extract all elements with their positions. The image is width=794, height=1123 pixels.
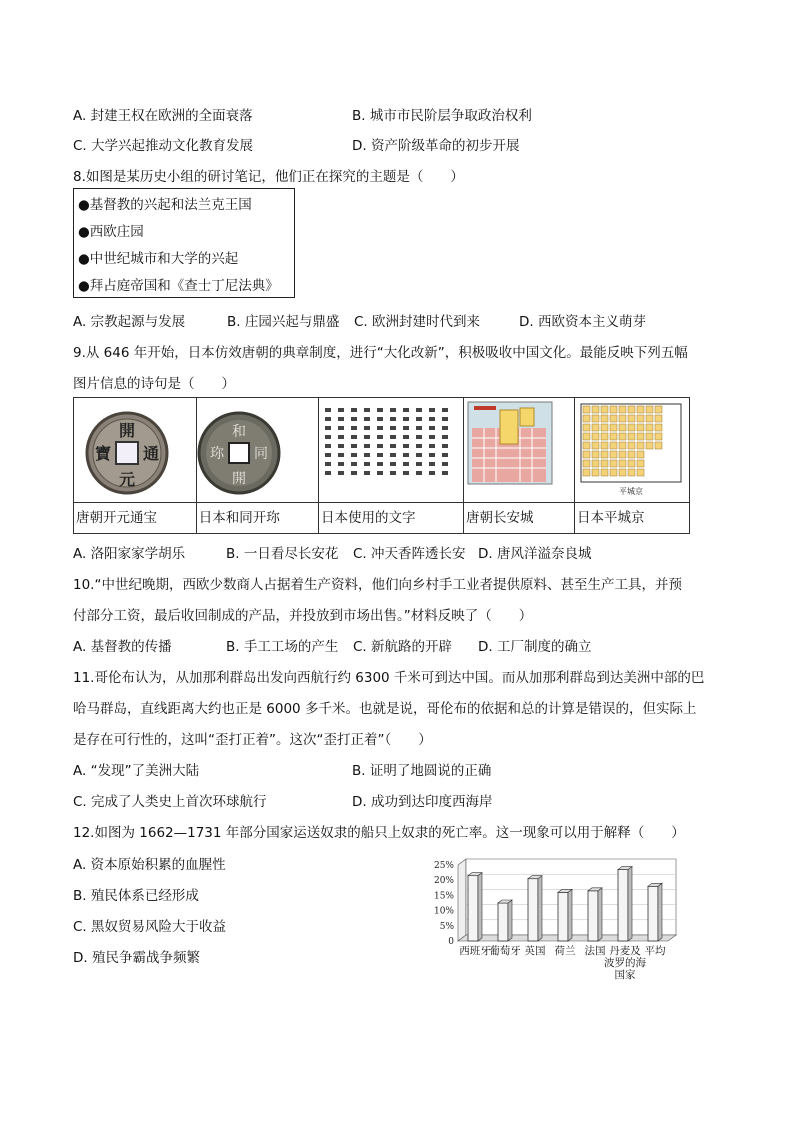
map-block — [628, 469, 635, 476]
y-tick-label: 20% — [433, 876, 454, 887]
kana-glyph — [442, 453, 448, 457]
map-block — [637, 415, 644, 422]
x-tick-label: 荷兰 — [554, 945, 576, 957]
map-block — [628, 415, 635, 422]
y-tick-label: 10% — [433, 906, 454, 917]
q11-option-d[interactable]: D. 成功到达印度西海岸 — [352, 794, 493, 810]
map-block — [619, 460, 626, 467]
kana-glyph — [429, 417, 435, 421]
map-block — [655, 406, 662, 413]
map-block — [583, 469, 590, 476]
map-block — [592, 415, 599, 422]
kana-glyph — [403, 417, 409, 421]
kana-glyph — [390, 426, 396, 430]
map-block — [646, 442, 653, 449]
bar-side — [508, 900, 512, 941]
map-block — [601, 451, 608, 458]
map-block — [637, 460, 644, 467]
x-tick-label: 丹麦及 — [609, 945, 641, 957]
coin-char: 同 — [253, 446, 268, 462]
cell-japanese-script — [318, 398, 463, 534]
bar — [558, 892, 568, 941]
q8-option-a[interactable]: A. 宗教起源与发展 — [73, 314, 186, 330]
map-block — [610, 460, 617, 467]
q8-option-c[interactable]: C. 欧洲封建时代到来 — [354, 314, 481, 330]
map-block — [628, 433, 635, 440]
kana-glyph — [325, 462, 331, 466]
kana-glyph — [364, 462, 370, 466]
kana-glyph — [338, 435, 344, 439]
map-label: 平城京 — [618, 487, 643, 496]
bar — [528, 879, 538, 941]
kana-glyph — [416, 435, 422, 439]
kana-glyph — [416, 444, 422, 448]
kana-glyph — [390, 462, 396, 466]
map-block — [601, 469, 608, 476]
kana-glyph — [416, 426, 422, 430]
map-block — [619, 424, 626, 431]
map-block — [628, 460, 635, 467]
map-block — [646, 406, 653, 413]
note-item: ●拜占庭帝国和《查士丁尼法典》 — [78, 278, 279, 294]
kana-glyph — [416, 462, 422, 466]
kana-glyph — [364, 417, 370, 421]
q7-option-a[interactable]: A. 封建王权在欧洲的全面衰落 — [73, 108, 253, 124]
map-block — [637, 442, 644, 449]
kana-glyph — [338, 462, 344, 466]
kana-glyph — [325, 471, 331, 475]
q12-option-a[interactable]: A. 资本原始积累的血腥性 — [73, 857, 226, 873]
slave-mortality-chart — [420, 855, 690, 985]
cell-heijokyo — [574, 398, 689, 534]
kana-glyph — [338, 471, 344, 475]
kana-glyph — [351, 444, 357, 448]
q9-option-c[interactable]: C. 冲天香阵透长安 — [353, 546, 466, 562]
q10-option-d[interactable]: D. 工厂制度的确立 — [478, 639, 592, 655]
kana-glyph — [442, 408, 448, 412]
y-tick-label: 25% — [433, 861, 454, 871]
map-block — [655, 433, 662, 440]
bar — [468, 876, 478, 941]
map-block — [601, 460, 608, 467]
coin-char: 元 — [118, 470, 136, 489]
kana-glyph — [429, 444, 435, 448]
map-block — [592, 469, 599, 476]
q10-option-c[interactable]: C. 新航路的开辟 — [353, 639, 453, 655]
map-block — [583, 406, 590, 413]
x-tick-label: 平均 — [644, 945, 666, 957]
kana-glyph — [416, 417, 422, 421]
kana-glyph — [351, 435, 357, 439]
map-block — [610, 469, 617, 476]
map-block — [628, 442, 635, 449]
coin-char: 開 — [231, 471, 246, 487]
kana-glyph — [377, 426, 383, 430]
kana-glyph — [325, 426, 331, 430]
q10-stem-line2: 付部分工资，最后收回制成的产品，并投放到市场出售。”材料反映了（ ） — [73, 608, 533, 624]
map-block — [628, 406, 635, 413]
bar-side — [658, 883, 662, 941]
kana-glyph — [325, 435, 331, 439]
changan-map-image — [464, 398, 574, 502]
map-block — [610, 442, 617, 449]
kana-glyph — [442, 444, 448, 448]
map-block — [637, 451, 644, 458]
map-block — [592, 406, 599, 413]
q9-option-a[interactable]: A. 洛阳家家学胡乐 — [73, 546, 186, 562]
kana-glyph — [442, 462, 448, 466]
map-block — [583, 424, 590, 431]
map-block — [610, 415, 617, 422]
kana-glyph — [351, 426, 357, 430]
map-block — [583, 442, 590, 449]
kana-glyph — [351, 453, 357, 457]
map-block — [592, 460, 599, 467]
kana-glyph — [377, 435, 383, 439]
bar — [588, 891, 598, 941]
q8-option-d[interactable]: D. 西欧资本主义萌芽 — [519, 314, 646, 330]
map-block — [610, 424, 617, 431]
kana-glyph — [338, 444, 344, 448]
kana-glyph — [442, 426, 448, 430]
map-block — [646, 424, 653, 431]
q7-option-c[interactable]: C. 大学兴起推动文化教育发展 — [73, 138, 254, 154]
map-block — [592, 433, 599, 440]
note-item: ●基督教的兴起和法兰克王国 — [78, 197, 252, 213]
kana-glyph — [429, 435, 435, 439]
map-block — [601, 406, 608, 413]
kana-glyph — [416, 408, 422, 412]
bar-side — [538, 876, 542, 941]
caption: 唐朝开元通宝 — [74, 502, 196, 533]
map-block — [601, 424, 608, 431]
kana-glyph — [429, 462, 435, 466]
image-table — [73, 397, 690, 534]
q10-option-a[interactable]: A. 基督教的传播 — [73, 639, 172, 655]
map-block — [646, 415, 653, 422]
map-block — [655, 442, 662, 449]
map-block — [583, 433, 590, 440]
chart-side-wall — [458, 859, 466, 941]
note-item: ●西欧庄园 — [78, 224, 144, 240]
q8-stem: 8.如图是某历史小组的研讨笔记，他们正在探究的主题是（ ） — [73, 169, 464, 185]
kana-glyph — [429, 408, 435, 412]
caption: 日本和同开珎 — [197, 502, 318, 533]
y-tick-label: 5% — [439, 921, 454, 932]
kana-glyph — [338, 408, 344, 412]
x-tick-label: 英国 — [524, 945, 546, 957]
coin-char: 寶 — [94, 444, 112, 463]
kana-glyph — [403, 453, 409, 457]
kana-glyph — [403, 444, 409, 448]
map-block — [628, 451, 635, 458]
kana-glyph — [377, 453, 383, 457]
coin-char: 開 — [118, 421, 136, 440]
kana-glyph — [377, 408, 383, 412]
map-block — [655, 415, 662, 422]
kana-glyph — [390, 444, 396, 448]
kana-glyph — [390, 417, 396, 421]
kana-glyph — [338, 453, 344, 457]
map-block — [592, 451, 599, 458]
kana-glyph — [390, 453, 396, 457]
bar — [648, 886, 658, 941]
q11-stem-line2: 哈马群岛，直线距离大约也正是 6000 多千米。也就是说，哥伦布的依据和总的计算是错误的，但实际上 — [73, 701, 697, 717]
map-block — [619, 442, 626, 449]
map-block — [601, 442, 608, 449]
bar-side — [568, 889, 572, 941]
kana-glyph — [364, 444, 370, 448]
coin-char: 通 — [142, 444, 160, 463]
kana-glyph — [325, 444, 331, 448]
kana-glyph — [338, 417, 344, 421]
kana-glyph — [442, 471, 448, 475]
kana-glyph — [364, 471, 370, 475]
bar — [618, 870, 628, 941]
map-block — [637, 424, 644, 431]
map-block — [637, 469, 644, 476]
map-block — [610, 406, 617, 413]
bar-side — [478, 873, 482, 941]
kana-glyph — [416, 471, 422, 475]
q12-option-c[interactable]: C. 黑奴贸易风险大于收益 — [73, 919, 227, 935]
y-tick-label: 15% — [433, 891, 454, 902]
map-block — [619, 406, 626, 413]
map-block — [655, 424, 662, 431]
kana-glyph — [364, 408, 370, 412]
kana-glyph — [338, 426, 344, 430]
caption: 日本平城京 — [575, 502, 689, 533]
kana-glyph — [377, 417, 383, 421]
bar-side — [628, 867, 632, 941]
q10-stem-line1: 10.“中世纪晚期，西欧少数商人占据着生产资料，他们向乡村手工业者提供原料、甚至生产工具，并预 — [73, 577, 682, 593]
q7-option-b[interactable]: B. 城市市民阶层争取政治权利 — [352, 108, 532, 124]
q7-option-d[interactable]: D. 资产阶级革命的初步开展 — [352, 138, 520, 154]
q11-stem-line3: 是存在可行性的，这叫“歪打正着”。这次“歪打正着”（ ） — [73, 732, 432, 748]
kana-glyph — [429, 471, 435, 475]
wadokaiho-coin-image — [197, 398, 318, 502]
x-tick-label: 国家 — [614, 969, 636, 981]
kana-glyph — [442, 435, 448, 439]
kana-table-image — [319, 398, 463, 502]
map-block — [601, 415, 608, 422]
kana-glyph — [377, 471, 383, 475]
kana-glyph — [325, 408, 331, 412]
kana-glyph — [403, 471, 409, 475]
study-notes-box — [73, 188, 295, 298]
map-block — [601, 433, 608, 440]
map-block — [619, 451, 626, 458]
kana-glyph — [364, 435, 370, 439]
kaiyuan-coin-image — [74, 398, 196, 502]
q11-option-a[interactable]: A. “发现”了美洲大陆 — [73, 763, 200, 779]
kana-glyph — [390, 408, 396, 412]
q10-option-b[interactable]: B. 手工工场的产生 — [226, 639, 339, 655]
q11-stem-line1: 11.哥伦布认为，从加那利群岛出发向西航行约 6300 千米可到达中国。而从加那利群岛到达美洲中部的巴 — [73, 670, 705, 686]
map-block — [610, 451, 617, 458]
kana-glyph — [403, 462, 409, 466]
kana-glyph — [442, 417, 448, 421]
kana-glyph — [351, 471, 357, 475]
kana-glyph — [429, 426, 435, 430]
y-tick-label: 0 — [448, 937, 454, 947]
map-block — [583, 415, 590, 422]
cell-changan — [463, 398, 574, 534]
q12-option-b[interactable]: B. 殖民体系已经形成 — [73, 888, 199, 904]
map-block — [583, 451, 590, 458]
x-tick-label: 西班牙 — [459, 945, 491, 957]
q9-option-b[interactable]: B. 一日看尽长安花 — [226, 546, 339, 562]
kana-glyph — [351, 417, 357, 421]
map-block — [646, 433, 653, 440]
q8-option-b[interactable]: B. 庄园兴起与鼎盛 — [227, 314, 340, 330]
map-block — [628, 424, 635, 431]
coin-char: 和 — [231, 424, 246, 440]
cell-kaiyuan — [74, 398, 197, 534]
bar — [498, 903, 508, 941]
map-block — [619, 469, 626, 476]
x-tick-label: 波罗的海 — [604, 957, 646, 969]
kana-glyph — [377, 462, 383, 466]
kana-glyph — [390, 471, 396, 475]
x-tick-label: 法国 — [584, 945, 606, 957]
kana-glyph — [325, 453, 331, 457]
kana-glyph — [403, 435, 409, 439]
note-item: ●中世纪城市和大学的兴起 — [78, 251, 239, 267]
x-tick-label: 葡萄牙 — [489, 945, 521, 957]
cell-wadokaiho — [196, 398, 318, 534]
map-block — [619, 415, 626, 422]
q11-option-b[interactable]: B. 证明了地圆说的正确 — [352, 763, 492, 779]
kana-glyph — [364, 426, 370, 430]
map-block — [592, 424, 599, 431]
kana-glyph — [351, 408, 357, 412]
map-block — [619, 433, 626, 440]
coin-char: 珎 — [209, 446, 224, 462]
bar-side — [598, 888, 602, 941]
q12-stem: 12.如图为 1662—1731 年部分国家运送奴隶的船只上奴隶的死亡率。这一现象可以用于解释（ ） — [73, 825, 685, 841]
q9-option-d[interactable]: D. 唐风洋溢奈良城 — [478, 546, 592, 562]
kana-glyph — [325, 417, 331, 421]
map-block — [610, 433, 617, 440]
kana-glyph — [351, 462, 357, 466]
map-block — [592, 442, 599, 449]
kana-glyph — [416, 453, 422, 457]
kana-glyph — [377, 444, 383, 448]
kana-glyph — [403, 426, 409, 430]
map-block — [637, 406, 644, 413]
heijokyo-map-image — [575, 398, 689, 502]
caption: 日本使用的文字 — [319, 502, 463, 533]
map-block — [583, 460, 590, 467]
kana-glyph — [403, 408, 409, 412]
q11-option-c[interactable]: C. 完成了人类史上首次环球航行 — [73, 794, 267, 810]
kana-glyph — [364, 453, 370, 457]
q9-stem-line2: 图片信息的诗句是（ ） — [73, 376, 235, 392]
kana-glyph — [390, 435, 396, 439]
caption: 唐朝长安城 — [464, 502, 574, 533]
q12-option-d[interactable]: D. 殖民争霸战争频繁 — [73, 950, 200, 966]
q9-stem-line1: 9.从 646 年开始，日本仿效唐朝的典章制度，进行“大化改新”，积极吸收中国文化。最能反映下列五幅 — [73, 345, 688, 361]
map-block — [637, 433, 644, 440]
kana-glyph — [429, 453, 435, 457]
